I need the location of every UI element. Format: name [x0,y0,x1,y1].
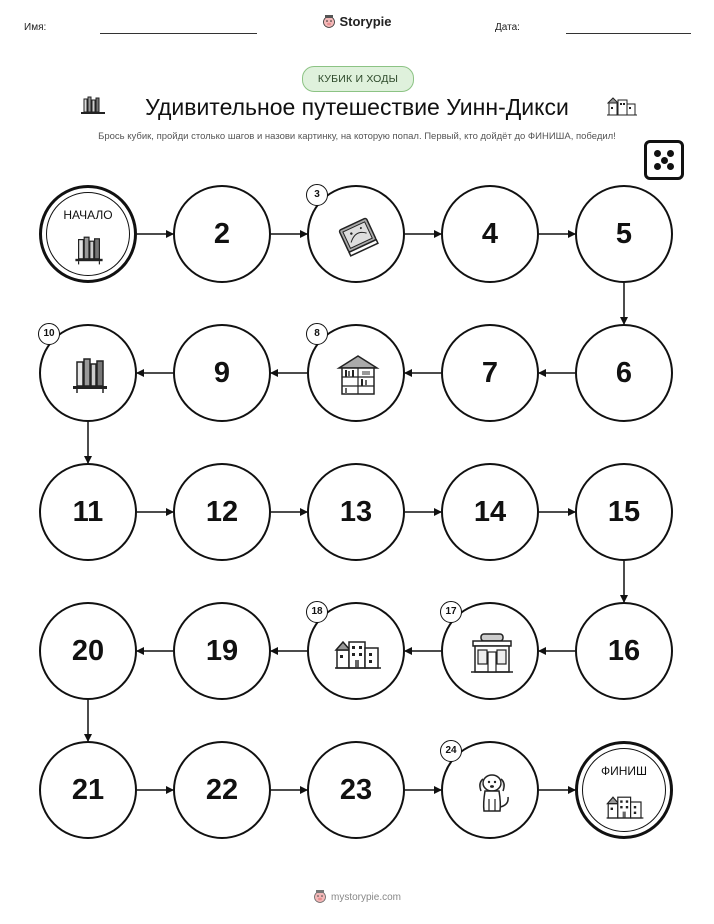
space-number: 21 [71,773,105,806]
number-space [173,463,271,561]
space-number: 6 [615,356,633,389]
number-space [173,741,271,839]
space-number: 4 [481,217,499,250]
number-space [575,324,673,422]
number-space [575,463,673,561]
number-space [39,602,137,700]
number-space [575,185,673,283]
number-space [173,324,271,422]
picture-space [307,324,405,422]
number-space [441,463,539,561]
picture-space [307,602,405,700]
book-icon [333,211,383,261]
number-space [39,741,137,839]
space-number-badge: 3 [306,184,328,206]
space-number-badge: 8 [306,323,328,345]
space-number-badge: 24 [440,740,462,762]
pig-mascot-icon [313,889,327,903]
town-icon [333,628,383,678]
number-space [307,741,405,839]
number-space [575,602,673,700]
bookshelf-icon [65,350,115,400]
picture-space [39,324,137,422]
picture-space [441,741,539,839]
start-space [39,185,137,283]
library-icon [333,350,383,400]
space-number: 14 [473,495,507,528]
space-number-badge: 17 [440,601,462,623]
dog-icon [467,767,517,817]
space-number: 5 [615,217,633,250]
page-title: Удивительное путешествие Уинн-Дикси [145,94,569,120]
space-number-badge: 18 [306,601,328,623]
picture-space [307,185,405,283]
brand-name: Storypie [339,14,392,29]
finish-space [575,741,673,839]
footer-url: mystorypie.com [330,892,401,903]
space-number: 22 [205,773,239,806]
number-space [173,602,271,700]
date-label: Дата: [495,22,520,33]
finish-label: ФИНИШ [600,764,648,778]
number-space [39,463,137,561]
bookshelf-icon [69,230,109,270]
space-number: 15 [607,495,641,528]
space-number: 23 [339,773,373,806]
space-number: 9 [213,356,231,389]
number-space [307,463,405,561]
space-number: 16 [607,634,641,667]
game-type-badge: КУБИК И ХОДЫ [302,66,414,92]
space-number: 20 [71,634,105,667]
space-number: 19 [205,634,239,667]
number-space [173,185,271,283]
number-space [441,185,539,283]
space-number: 7 [481,356,499,389]
footer [0,889,714,903]
space-number: 12 [205,495,239,528]
space-number: 13 [339,495,373,528]
town-icon [605,786,645,826]
name-label: Имя: [24,22,47,33]
space-number: 11 [72,495,104,528]
number-space [441,324,539,422]
space-number-badge: 10 [38,323,60,345]
instructions: Брось кубик, пройди столько шагов и назови картинку, на которую попал. Первый, кто дойдёт до ФИНИША, победил! [98,131,616,142]
space-number: 2 [213,217,231,250]
start-label: НАЧАЛО [63,208,113,222]
picture-space [441,602,539,700]
shop-icon [467,628,517,678]
